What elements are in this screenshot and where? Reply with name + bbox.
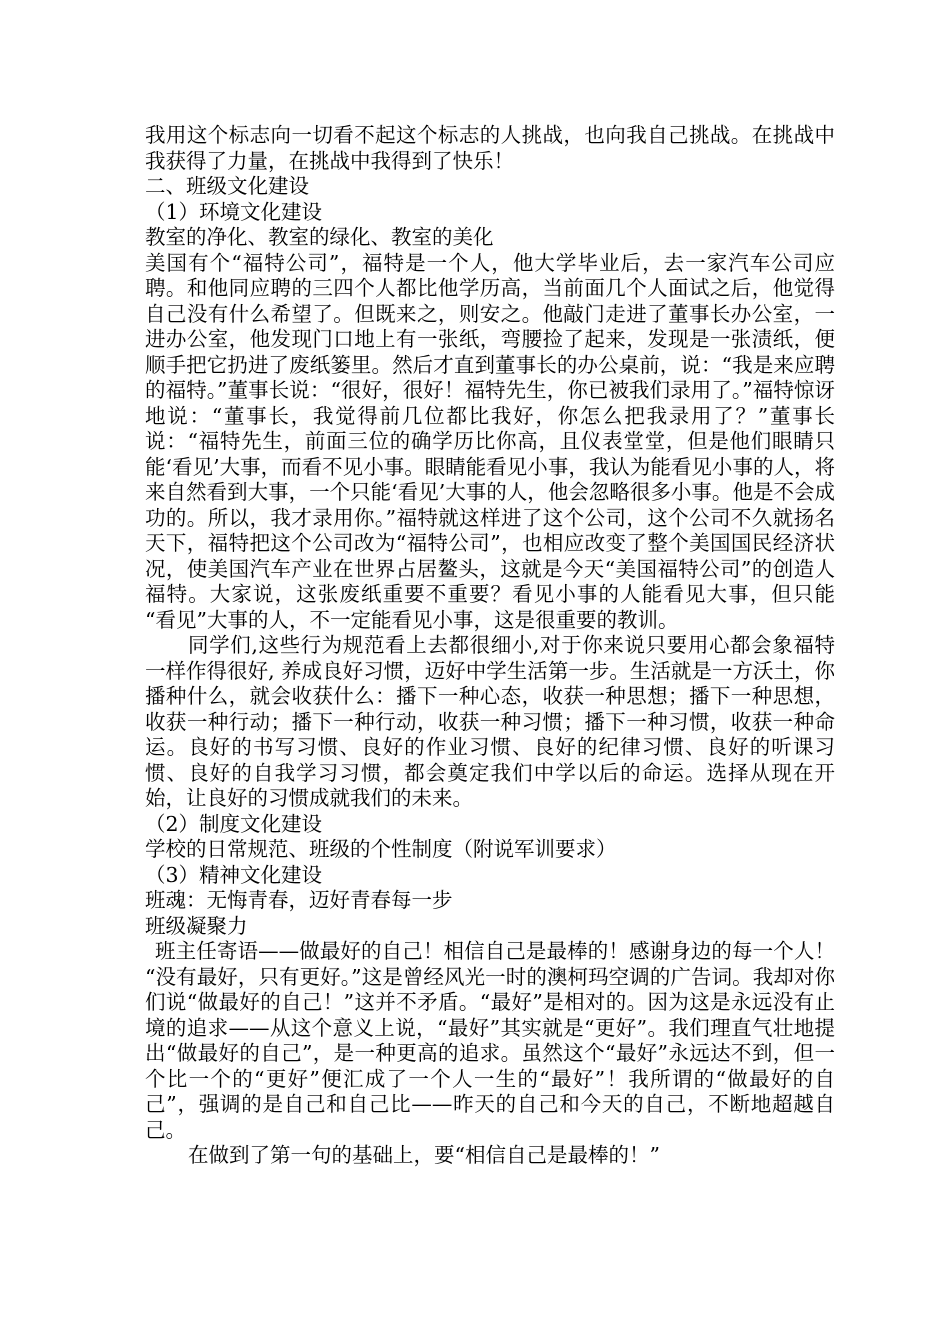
paragraph-ford-story: 美国有个“福特公司”，福特是一个人，他大学毕业后，去一家汽车公司应聘。和他同应聘的三四个人都比他学历高，当前面几个人面试之后，他觉得自己没有什么希望了。但既来之，则安之。他敲门走进了董事长办公室，一进办公室，他发现门口地上有一张纸，弯腰捡了起来，发现是一张渍纸，便顺手把它扔进了废纸篓里。然后才直到董事长的办公桌前，说：“我是来应聘的福特。”董事长说：“很好，很好！福特先生，你已被我们录用了。”福特惊讶地说：“董事长，我觉得前几位都比我好，你怎么把我录用了？”董事长说：“福特先生，前面三位的确学历比你高，且仪表堂堂，但是他们眼睛只能‘看见’大事，而看不见小事。眼睛能看见小事，我认为能看见小事的人，将来自然看到大事，一个只能‘看见’大事的人，他会忽略很多小事。他是不会成功的。所以，我才录用你。”福特就这样进了这个公司，这个公司不久就扬名天下，福特把这个公司改为“福特公司”，也相应改变了整个美国国民经济状况，使美国汽车产业在世界占居鳌头，这就是今天“美国福特公司”的创造人福特。大家说，这张废纸重要不重要？看见小事的人能看见大事，但只能 “看见”大事的人，不一定能看见小事，这是很重要的教训。 [145,250,835,632]
subheading-system-culture: （2）制度文化建设 [145,811,323,836]
paragraph-school-rules: 学校的日常规范、班级的个性制度（附说军训要求） [145,837,617,861]
paragraph-teacher-message: 班主任寄语——做最好的自己！相信自己是最棒的！感谢身边的每一个人！ “没有最好，只有更好。”这是曾经风光一时的澳柯玛空调的广告词。我却对你们说“做最好的自己！”这并不矛盾。“最好”是相对的。因为这是永远没有止境的追求——从这个意义上说，“最好”其实就是“更好”。我们理直气壮地提出“做最好的自己”，是一种更高的追求。虽然这个“最好”永远达不到，但一个比一个的“更好”便汇成了一个人一生的“最好”！我所谓的“做最好的自己”，强调的是自己和自己比——昨天的自己和今天的自己，不断地超越自己。 [145,939,856,1142]
section-heading-class-culture: 二、班级文化建设 [145,174,309,198]
subheading-environment-culture: （1）环境文化建设 [145,199,323,224]
paragraph-good-habits: 同学们,这些行为规范看上去都很细小,对于你来说只要用心都会象福特一样作得很好, 养成良好习惯，迈好中学生活第一步。生活就是一方沃土，你播种什么，就会收获什么：播下一种心态，收获一种思想；播下一种思想，收获一种行动；播下一种行动，收获一种习惯；播下一种习惯，收获一种命运。良好的书写习惯、良好的作业习惯、良好的纪律习惯、良好的听课习惯、良好的自我学习习惯，都会奠定我们中学以后的命运。选择从现在开始，让良好的习惯成就我们的未来。 [145,633,835,810]
paragraph-class-cohesion: 班级凝聚力 [145,913,248,938]
paragraph-classroom-beautify: 教室的净化、教室的绿化、教室的美化 [145,225,494,249]
paragraph-challenge: 我用这个标志向一切看不起这个标志的人挑战，也向我自己挑战。在挑战中我获得了力量，在挑战中我得到了快乐！ [145,123,835,173]
document-page [145,123,856,1169]
paragraph-believe-yourself: 在做到了第一句的基础上，要“相信自己是最棒的！” [188,1143,660,1167]
subheading-spirit-culture: （3）精神文化建设 [145,862,323,887]
paragraph-class-soul: 班魂：无悔青春，迈好青春每一步 [145,888,453,912]
